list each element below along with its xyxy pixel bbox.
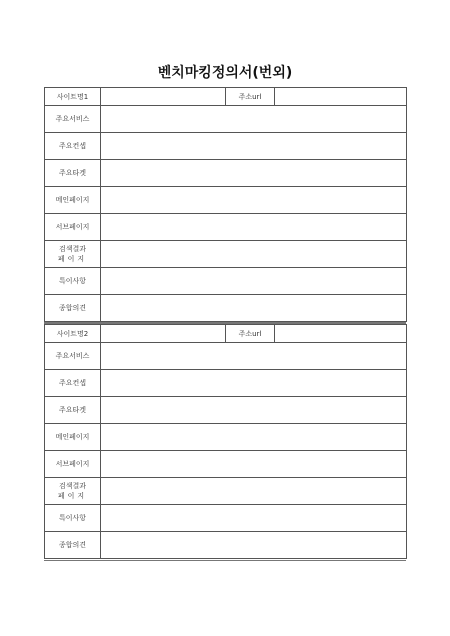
main-target-field[interactable] (101, 160, 407, 187)
url-label: 주소url (226, 325, 275, 343)
benchmark-form (44, 87, 406, 561)
main-page-field[interactable] (101, 424, 407, 451)
form-row (45, 397, 407, 424)
form-row (45, 214, 407, 241)
url-field[interactable] (275, 325, 407, 343)
label-line-1: 검색결과 (58, 245, 87, 253)
url-label: 주소url (226, 88, 275, 106)
form-row (45, 106, 407, 133)
search-results-page-field[interactable] (101, 241, 407, 268)
form-row (45, 160, 407, 187)
benchmark-block-1 (44, 87, 407, 322)
row-label-sub-page: 서브페이지 (45, 451, 101, 478)
form-row (45, 424, 407, 451)
overall-opinion-field[interactable] (101, 295, 407, 322)
row-label-main-concept: 주요컨셉 (45, 370, 101, 397)
main-concept-field[interactable] (101, 370, 407, 397)
row-label-main-target: 주요타겟 (45, 160, 101, 187)
site-header-row (45, 325, 407, 343)
overall-opinion-field[interactable] (101, 532, 407, 559)
row-label-main-target: 주요타겟 (45, 397, 101, 424)
sub-page-field[interactable] (101, 214, 407, 241)
row-label-overall-opinion: 종합의견 (45, 532, 101, 559)
site-name-label: 사이트명1 (45, 88, 101, 106)
row-label-main-concept: 주요컨셉 (45, 133, 101, 160)
sub-page-field[interactable] (101, 451, 407, 478)
form-row (45, 241, 407, 268)
main-target-field[interactable] (101, 397, 407, 424)
notes-field[interactable] (101, 268, 407, 295)
row-label-notes: 특이사항 (45, 268, 101, 295)
row-label-search-results-page (45, 241, 101, 268)
site-name-field[interactable] (101, 88, 226, 106)
form-row (45, 505, 407, 532)
form-row (45, 478, 407, 505)
main-service-field[interactable] (101, 343, 407, 370)
site-name-label: 사이트명2 (45, 325, 101, 343)
row-label-notes: 특이사항 (45, 505, 101, 532)
benchmark-block-2 (44, 324, 407, 559)
main-page-field[interactable] (101, 187, 407, 214)
url-field[interactable] (275, 88, 407, 106)
main-service-field[interactable] (101, 106, 407, 133)
form-row (45, 268, 407, 295)
form-row (45, 451, 407, 478)
row-label-main-service: 주요서비스 (45, 343, 101, 370)
label-line-2: 페이지 (57, 255, 88, 263)
form-row (45, 187, 407, 214)
main-concept-field[interactable] (101, 133, 407, 160)
row-label-overall-opinion: 종합의견 (45, 295, 101, 322)
notes-field[interactable] (101, 505, 407, 532)
label-line-2: 페이지 (57, 492, 88, 500)
row-label-main-service: 주요서비스 (45, 106, 101, 133)
form-row (45, 133, 407, 160)
row-label-main-page: 메인페이지 (45, 187, 101, 214)
document-title: 벤치마킹정의서(번외) (157, 65, 293, 81)
form-row (45, 343, 407, 370)
site-header-row (45, 88, 407, 106)
form-row (45, 370, 407, 397)
row-label-main-page: 메인페이지 (45, 424, 101, 451)
row-label-search-results-page (45, 478, 101, 505)
form-row (45, 295, 407, 322)
form-row (45, 532, 407, 559)
label-line-1: 검색결과 (58, 482, 87, 490)
bottom-rule (44, 560, 406, 561)
search-results-page-field[interactable] (101, 478, 407, 505)
row-label-sub-page: 서브페이지 (45, 214, 101, 241)
site-name-field[interactable] (101, 325, 226, 343)
